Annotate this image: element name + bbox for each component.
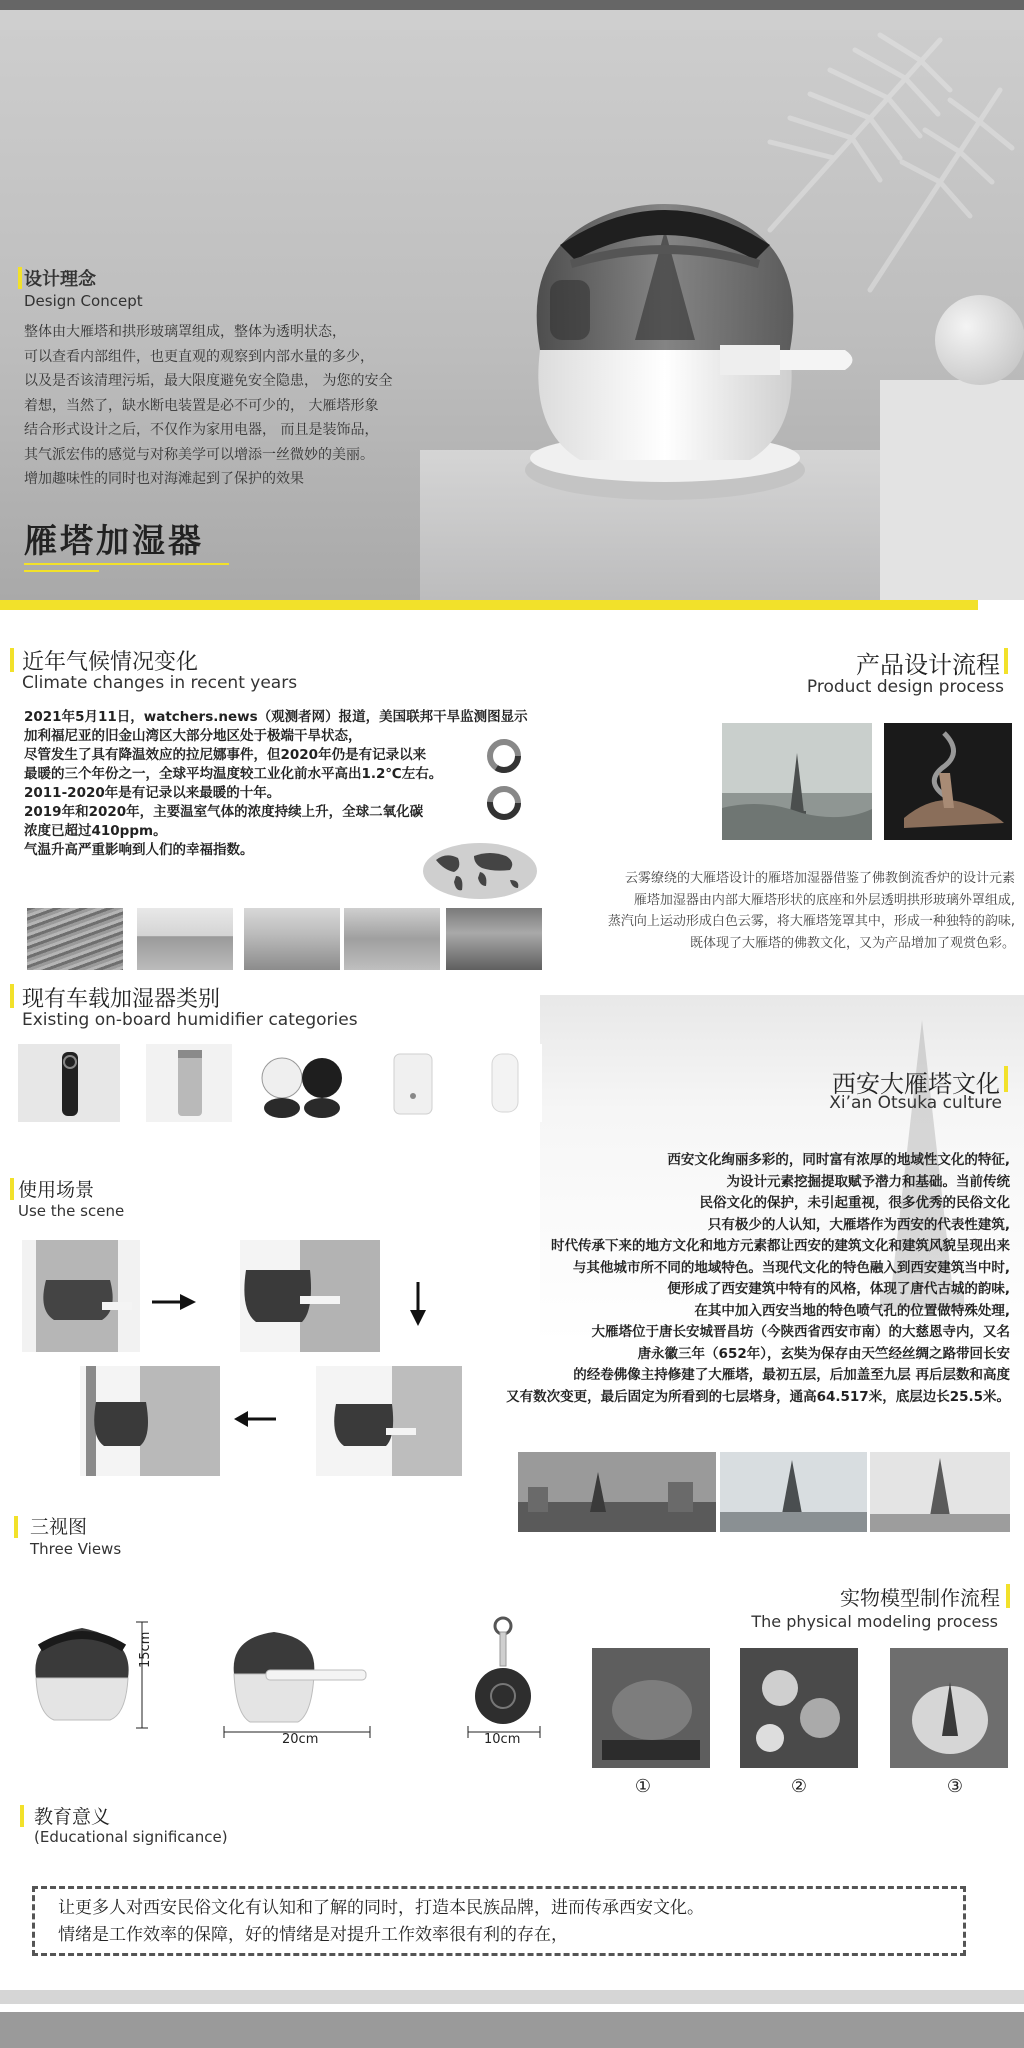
- culture-line: 的经卷佛像主持修建了大雁塔，最初五层，后加盖至九层 再后层数和高度: [573, 1367, 1010, 1383]
- process-body: [500, 868, 1015, 954]
- accent-tick: [18, 267, 22, 289]
- culture-line: 在其中加入西安当地的特色喷气孔的位置做特殊处理,: [694, 1302, 1010, 1319]
- process-line: 雁塔加湿器由内部大雁塔形状的底座和外层透明拱形玻璃外罩组成,: [633, 892, 1015, 908]
- modeling-step3-photo: [890, 1648, 1008, 1768]
- accent-tick: [1004, 1066, 1008, 1092]
- arrow-down-icon: [406, 1280, 430, 1328]
- existing-title: 现有车载加湿器类别: [22, 987, 221, 1012]
- climate-line: 最暖的三个年份之一，全球平均温度较工业化前水平高出1.2℃左右。: [24, 766, 443, 782]
- front-view-image: [24, 1618, 144, 1728]
- scene-photo-1: [22, 1240, 140, 1352]
- process-line: 云雾缭绕的大雁塔设计的雁塔加湿器借鉴了佛教倒流香炉的设计元素: [624, 871, 1015, 886]
- bottom-bar-light: [0, 1990, 1024, 2004]
- culture-line: 唐永徽三年（652年），玄奘为保存由天竺经丝绸之路带回长安: [637, 1345, 1010, 1362]
- accent-tick: [10, 1178, 14, 1200]
- culture-line: 便形成了西安建筑中特有的风格，体现了唐代古城的韵味,: [667, 1281, 1010, 1297]
- education-line: 情绪是工作效率的保障，好的情绪是对提升工作效率很有利的存在，: [58, 1925, 568, 1945]
- accent-tick: [14, 1516, 18, 1538]
- culture-body: [450, 1150, 1010, 1408]
- concept-title: 设计理念: [24, 269, 96, 290]
- process-line: 蒸汽向上运动形成白色云雾，将大雁塔笼罩其中，形成一种独特的韵味,: [607, 914, 1015, 929]
- climate-line: 气温升高严重影响到人们的幸福指数。: [24, 842, 254, 858]
- hero-section: [0, 30, 1024, 600]
- culture-line: 与其他城市所不同的地域特色。当现代文化的特色融入到西安建筑当中时,: [572, 1259, 1010, 1276]
- scene-photo-3: [316, 1366, 462, 1476]
- dim-height-label: 15cm: [138, 1631, 153, 1668]
- bottom-bar-dark: [0, 2012, 1024, 2048]
- accent-tick: [1004, 648, 1008, 674]
- step-number-1: ①: [634, 1776, 652, 1797]
- beach-crowd-photo: [244, 908, 340, 970]
- existing-subtitle: Existing on-board humidifier categories: [22, 1010, 358, 1030]
- humidifier-small-white-photo: [468, 1044, 542, 1122]
- donut-chart-icon: [486, 738, 522, 774]
- culture-line: 大雁塔位于唐长安城晋昌坊（今陕西省西安市南）的大慈恩寺内，又名: [591, 1324, 1010, 1340]
- process-line: 既体现了大雁塔的佛教文化，又为产品增加了观赏色彩。: [689, 935, 1015, 951]
- incense-burner-photo: [884, 723, 1012, 840]
- side-view-image: [226, 1624, 376, 1730]
- donut-chart-icon: [486, 785, 522, 821]
- concept-line: 以及是否该清理污垢，最大限度避免安全隐患， 为您的安全: [24, 373, 393, 389]
- accent-tick: [10, 984, 14, 1008]
- arrow-left-icon: [232, 1408, 278, 1430]
- title-underline: [24, 563, 229, 565]
- culture-line: 民俗文化的保护，未引起重视，很多优秀的民俗文化: [699, 1195, 1010, 1211]
- top-bar: [0, 0, 1024, 10]
- concept-line: 结合形式设计之后，不仅作为家用电器， 而且是装饰品，: [24, 422, 379, 438]
- education-line: 让更多人对西安民俗文化有认知和了解的同时，打造本民族品牌，进而传承西安文化。: [58, 1898, 704, 1918]
- climate-line: 2011-2020年是有记录以来最暖的十年。: [24, 785, 281, 801]
- scene-title: 使用场景: [18, 1179, 95, 1201]
- accent-tick: [20, 1805, 24, 1827]
- modeling-title: 实物模型制作流程: [840, 1586, 1000, 1610]
- beach-people-photo: [344, 908, 440, 970]
- concept-line: 其气派宏伟的感觉与对称美学可以增添一丝微妙的美丽。: [24, 446, 374, 463]
- views-subtitle: Three Views: [30, 1540, 122, 1558]
- climate-line: 尽管发生了具有降温效应的拉尼娜事件，但2020年仍是有记录以来: [24, 747, 427, 763]
- climate-body: [24, 708, 584, 860]
- humidifier-cup-photo: [146, 1044, 232, 1122]
- climate-line: 2021年5月11日，watchers.news（观测者网）报道，美国联邦干旱监测图显示: [24, 709, 528, 725]
- pagoda-day-photo: [870, 1452, 1010, 1532]
- scene-photo-4: [80, 1366, 220, 1476]
- xian-city-photo: [518, 1452, 716, 1532]
- climate-line: 浓度已超过410ppm。: [24, 823, 167, 839]
- white-block: [880, 380, 1024, 600]
- top-view-image: [468, 1606, 538, 1736]
- scene-subtitle: Use the scene: [18, 1202, 125, 1220]
- concept-body: [24, 320, 494, 492]
- culture-line: 又有数次变更，最后固定为所看到的七层塔身，通高64.517米，底层边长25.5米。: [506, 1388, 1010, 1405]
- culture-line: 为设计元素挖掘提取赋予潜力和基础。当前传统: [726, 1173, 1010, 1190]
- humidifier-pig-photo: [250, 1044, 354, 1122]
- process-title: 产品设计流程: [856, 651, 1000, 679]
- humidifier-product-image: [500, 170, 870, 540]
- culture-line: 西安文化绚丽多彩的，同时富有浓厚的地域性文化的特征,: [667, 1152, 1010, 1168]
- scene-photo-2: [240, 1240, 380, 1352]
- education-title: 教育意义: [34, 1806, 111, 1828]
- step-number-3: ③: [946, 1776, 964, 1797]
- views-title: 三视图: [30, 1516, 88, 1538]
- concept-line: 整体由大雁塔和拱形玻璃罩组成，整体为透明状态，: [24, 324, 346, 340]
- education-subtitle: (Educational significance): [34, 1828, 228, 1846]
- climate-subtitle: Climate changes in recent years: [22, 673, 298, 693]
- yellow-divider: [0, 600, 978, 610]
- modeling-subtitle: The physical modeling process: [751, 1612, 998, 1631]
- concept-subtitle: Design Concept: [24, 292, 143, 310]
- arrow-right-icon: [150, 1290, 198, 1314]
- title-underline-short: [24, 570, 99, 572]
- education-body: [58, 1895, 958, 1949]
- climate-title: 近年气候情况变化: [22, 650, 199, 675]
- concept-line: 可以查看内部组件，也更直观的观察到内部水量的多少，: [24, 348, 374, 365]
- beach-pollution-photo: [27, 908, 123, 970]
- process-subtitle: Product design process: [806, 677, 1004, 697]
- accent-tick: [10, 648, 14, 672]
- step-number-2: ②: [790, 1776, 808, 1797]
- culture-title: 西安大雁塔文化: [832, 1070, 1000, 1098]
- product-title: 雁塔加湿器: [24, 521, 204, 560]
- modeling-step2-photo: [740, 1648, 858, 1768]
- culture-line: 时代传承下来的地方文化和地方元素都让西安的建筑文化和建筑风貌呈现出来: [551, 1238, 1010, 1254]
- street-heat-photo: [137, 908, 233, 970]
- pagoda-snow-photo: [720, 1452, 867, 1532]
- humidifier-black-cylinder-photo: [18, 1044, 120, 1122]
- modeling-step1-photo: [592, 1648, 710, 1768]
- dim-width-label: 20cm: [282, 1732, 319, 1747]
- pagoda-mist-photo: [722, 723, 872, 840]
- top-bar-light: [0, 10, 1024, 30]
- climate-line: 加利福尼亚的旧金山湾区大部分地区处于极端干旱状态，: [24, 728, 362, 744]
- culture-line: 只有极少的人认知，大雁塔作为西安的代表性建筑,: [707, 1216, 1010, 1233]
- white-sphere: [935, 295, 1024, 385]
- accent-tick: [1006, 1584, 1010, 1608]
- culture-subtitle: Xi’an Otsuka culture: [829, 1093, 1002, 1113]
- concept-line: 着想，当然了，缺水断电装置是必不可少的， 大雁塔形象: [24, 397, 379, 414]
- humidifier-white-box-photo: [380, 1044, 446, 1122]
- dim-depth-label: 10cm: [484, 1732, 521, 1747]
- climate-line: 2019年和2020年，主要温室气体的浓度持续上升，全球二氧化碳: [24, 804, 424, 820]
- concept-line: 增加趣味性的同时也对海滩起到了保护的效果: [24, 471, 304, 487]
